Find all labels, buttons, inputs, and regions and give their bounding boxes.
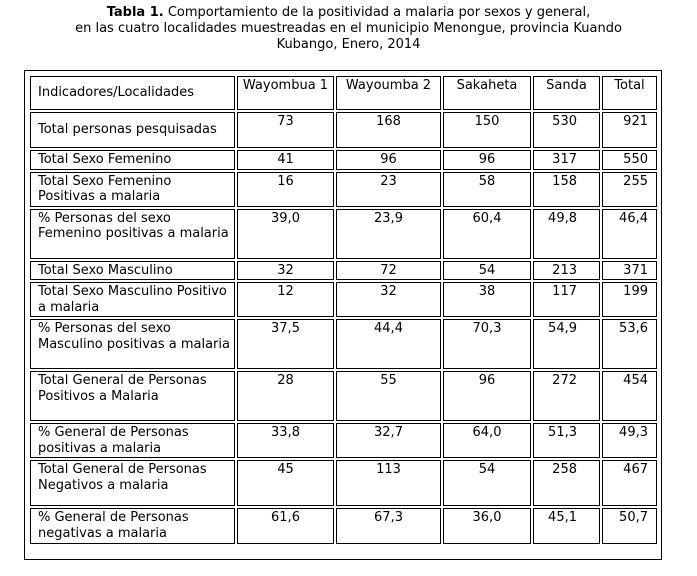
header-cell: Sanda bbox=[533, 76, 600, 110]
table-cell: 150 bbox=[443, 112, 531, 148]
table-cell: 371 bbox=[602, 261, 657, 281]
table-row bbox=[30, 172, 657, 207]
header-cell: Sakaheta bbox=[443, 76, 531, 110]
table-cell: 32,7 bbox=[336, 423, 441, 458]
table-cell: 64,0 bbox=[443, 423, 531, 458]
table-cell: 54 bbox=[443, 261, 531, 281]
caption-text-1: Comportamiento de la positividad a malaria por sexos y general, bbox=[167, 5, 591, 20]
table-cell: 44,4 bbox=[336, 319, 441, 369]
row-label: Total General de Personas Negativos a malaria bbox=[30, 460, 235, 506]
table-cell: 12 bbox=[237, 282, 334, 317]
table-cell: 49,8 bbox=[533, 209, 600, 259]
table-row bbox=[30, 460, 657, 506]
table-cell: 317 bbox=[533, 150, 600, 170]
table-cell: 67,3 bbox=[336, 508, 441, 544]
table-cell: 60,4 bbox=[443, 209, 531, 259]
header-cell: Wayombua 1 bbox=[237, 76, 334, 110]
header-cell: Total bbox=[602, 76, 657, 110]
table-cell: 255 bbox=[602, 172, 657, 207]
table-cell: 32 bbox=[336, 282, 441, 317]
row-label: % Personas del sexo Masculino positivas a malaria bbox=[30, 319, 235, 369]
table-body bbox=[30, 112, 657, 544]
table-cell: 168 bbox=[336, 112, 441, 148]
table-cell: 467 bbox=[602, 460, 657, 506]
caption-line-2: en las cuatro localidades muestreadas en el municipio Menongue, provincia Kuando bbox=[75, 21, 622, 36]
row-label: Total Sexo Femenino bbox=[30, 150, 235, 170]
table-cell: 32 bbox=[237, 261, 334, 281]
header-cell: Indicadores/Localidades bbox=[30, 76, 235, 110]
table-row bbox=[30, 261, 657, 281]
table-cell: 550 bbox=[602, 150, 657, 170]
table-cell: 50,7 bbox=[602, 508, 657, 544]
table-cell: 41 bbox=[237, 150, 334, 170]
caption-line-3: Kubango, Enero, 2014 bbox=[276, 37, 421, 52]
row-label: Total Sexo Femenino Positivas a malaria bbox=[30, 172, 235, 207]
caption-line-1 bbox=[0, 5, 697, 21]
table-cell: 96 bbox=[443, 371, 531, 421]
table-frame bbox=[24, 70, 662, 560]
row-label: Total Sexo Masculino bbox=[30, 261, 235, 281]
table-row bbox=[30, 112, 657, 148]
table-cell: 454 bbox=[602, 371, 657, 421]
caption-label: Tabla 1. bbox=[106, 5, 164, 20]
row-label: Total General de Personas Positivos a Malaria bbox=[30, 371, 235, 421]
table-cell: 54,9 bbox=[533, 319, 600, 369]
table-row bbox=[30, 423, 657, 458]
table-cell: 158 bbox=[533, 172, 600, 207]
table-cell: 58 bbox=[443, 172, 531, 207]
table-cell: 73 bbox=[237, 112, 334, 148]
table-cell: 46,4 bbox=[602, 209, 657, 259]
table-cell: 51,3 bbox=[533, 423, 600, 458]
table-cell: 61,6 bbox=[237, 508, 334, 544]
table-cell: 23,9 bbox=[336, 209, 441, 259]
table-cell: 54 bbox=[443, 460, 531, 506]
header-cell: Wayoumba 2 bbox=[336, 76, 441, 110]
table-cell: 113 bbox=[336, 460, 441, 506]
table-cell: 55 bbox=[336, 371, 441, 421]
table-cell: 921 bbox=[602, 112, 657, 148]
table-cell: 70,3 bbox=[443, 319, 531, 369]
table-cell: 39,0 bbox=[237, 209, 334, 259]
row-label: % Personas del sexo Femenino positivas a malaria bbox=[30, 209, 235, 259]
table-row bbox=[30, 150, 657, 170]
table-row bbox=[30, 319, 657, 369]
header-row bbox=[30, 76, 657, 110]
table-cell: 213 bbox=[533, 261, 600, 281]
table-cell: 272 bbox=[533, 371, 600, 421]
table-cell: 45 bbox=[237, 460, 334, 506]
table-cell: 96 bbox=[336, 150, 441, 170]
row-label: % General de Personas negativas a malaria bbox=[30, 508, 235, 544]
table-cell: 28 bbox=[237, 371, 334, 421]
table-cell: 72 bbox=[336, 261, 441, 281]
table-cell: 53,6 bbox=[602, 319, 657, 369]
table-cell: 45,1 bbox=[533, 508, 600, 544]
table-row bbox=[30, 282, 657, 317]
table-cell: 199 bbox=[602, 282, 657, 317]
table-cell: 96 bbox=[443, 150, 531, 170]
table-cell: 49,3 bbox=[602, 423, 657, 458]
row-label: Total personas pesquisadas bbox=[30, 112, 235, 148]
table-cell: 258 bbox=[533, 460, 600, 506]
table-row bbox=[30, 371, 657, 421]
table-caption bbox=[0, 5, 697, 53]
table-cell: 23 bbox=[336, 172, 441, 207]
table-cell: 38 bbox=[443, 282, 531, 317]
table-row bbox=[30, 508, 657, 544]
table-row bbox=[30, 209, 657, 259]
table-cell: 33,8 bbox=[237, 423, 334, 458]
table-cell: 530 bbox=[533, 112, 600, 148]
table-cell: 37,5 bbox=[237, 319, 334, 369]
row-label: Total Sexo Masculino Positivo a malaria bbox=[30, 282, 235, 317]
table-cell: 36,0 bbox=[443, 508, 531, 544]
row-label: % General de Personas positivas a malaria bbox=[30, 423, 235, 458]
table-cell: 16 bbox=[237, 172, 334, 207]
malaria-table bbox=[28, 74, 659, 546]
table-cell: 117 bbox=[533, 282, 600, 317]
